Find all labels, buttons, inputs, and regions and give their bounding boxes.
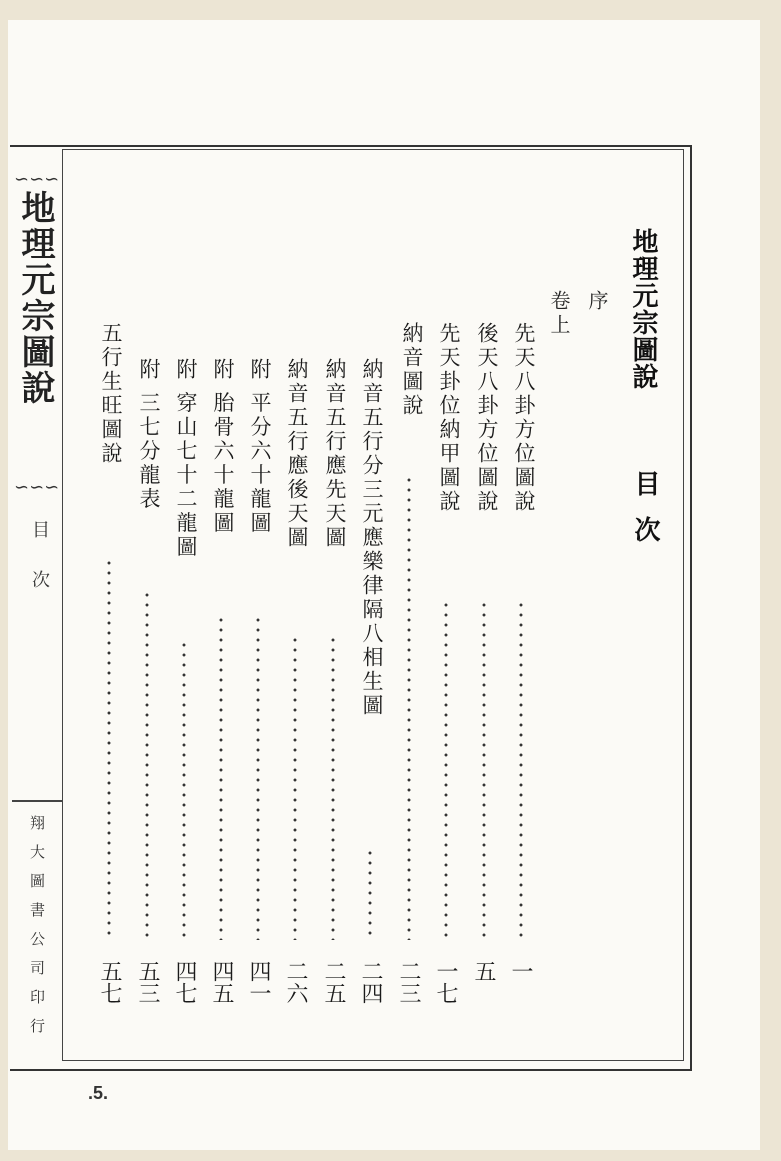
toc-entry: 納音五行應後天圖 xyxy=(285,358,309,550)
toc-page-number: 五 xyxy=(471,960,496,982)
toc-entry: 附 胎骨六十龍圖 xyxy=(211,358,235,536)
toc-entry: 附 平分六十龍圖 xyxy=(248,358,272,536)
page-subtitle: 目次 xyxy=(630,470,660,562)
toc-page-number: 二六 xyxy=(283,960,308,1004)
toc-entry: 先天八卦方位圖說 xyxy=(512,322,536,514)
leader-dots xyxy=(407,475,411,940)
publisher: 翔大圖書公司印行 xyxy=(28,815,46,1047)
leader-dots xyxy=(482,600,486,940)
toc-page-number: 五七 xyxy=(97,960,122,1004)
leader-dots xyxy=(107,558,111,940)
cloud-ornament-icon: ∽∽∽ xyxy=(14,169,60,190)
preface-label: 序 xyxy=(585,290,609,310)
toc-entry: 附 穿山七十二龍圖 xyxy=(174,358,198,560)
toc-page-number: 一 xyxy=(508,960,533,982)
toc-page-number: 一七 xyxy=(433,960,458,1004)
toc-entry: 納音五行分三元應樂律隔八相生圖 xyxy=(360,358,384,718)
toc-entry: 納音圖說 xyxy=(400,322,424,418)
toc-page-number: 二三 xyxy=(396,960,421,1004)
leader-dots xyxy=(219,615,223,940)
leader-dots xyxy=(145,590,149,940)
toc-entry: 後天八卦方位圖說 xyxy=(475,322,499,514)
leader-dots xyxy=(519,600,523,940)
page-title: 地理元宗圖說 xyxy=(628,228,658,390)
toc-entry: 納音五行應先天圖 xyxy=(323,358,347,550)
toc-page-number: 五三 xyxy=(135,960,160,1004)
toc-entry: 先天卦位納甲圖說 xyxy=(437,322,461,514)
toc-page-number: 二四 xyxy=(358,960,383,1004)
spine-sub-ci: 次 xyxy=(29,570,50,618)
spine-title: 地理元宗圖說 xyxy=(15,190,55,406)
leader-dots xyxy=(368,848,372,940)
cloud-ornament-icon: ∽∽∽ xyxy=(14,477,60,498)
leader-dots xyxy=(293,635,297,940)
volume-label: 卷上 xyxy=(547,290,571,338)
leader-dots xyxy=(331,635,335,940)
toc-page-number: 四七 xyxy=(172,960,197,1004)
folio-page-number: .5. xyxy=(88,1083,109,1103)
spine-sub-mu: 目 xyxy=(29,520,50,568)
spine-divider xyxy=(12,800,62,802)
toc-entry: 五行生旺圖說 xyxy=(99,322,123,466)
leader-dots xyxy=(444,600,448,940)
leader-dots xyxy=(182,640,186,940)
toc-page-number: 二五 xyxy=(321,960,346,1004)
toc-entry: 附 三七分龍表 xyxy=(137,358,161,512)
toc-page-number: 四一 xyxy=(246,960,271,1004)
leader-dots xyxy=(256,615,260,940)
toc-page-number: 四五 xyxy=(209,960,234,1004)
